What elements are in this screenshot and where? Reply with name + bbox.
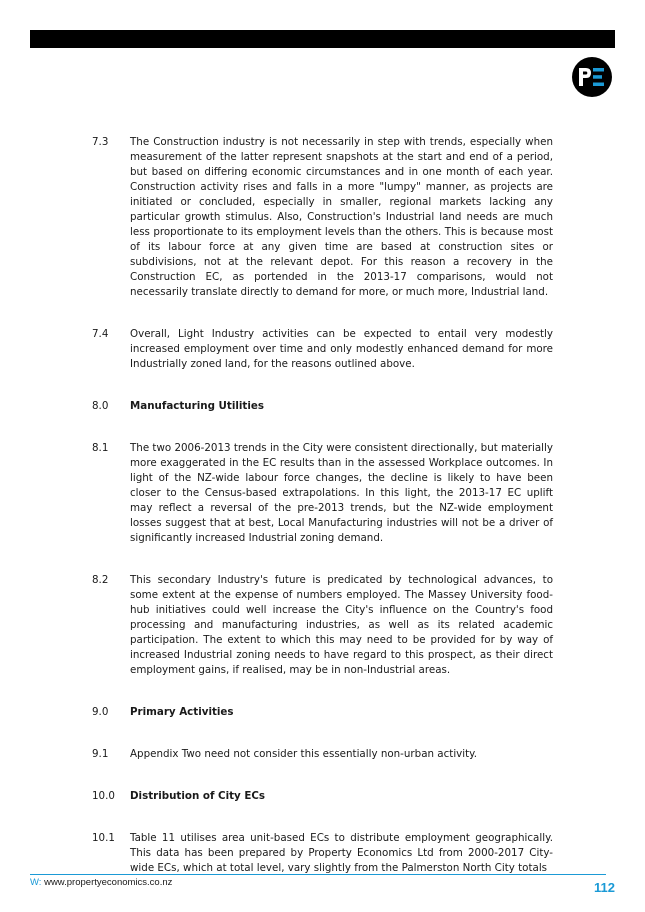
- paragraph-text: Overall, Light Industry activities can be expected to entail very modestly increased employment over time and only modestly enhanced demand for more Industrially zoned land, for the reasons outlined above.: [130, 328, 553, 370]
- paragraph-text: The two 2006-2013 trends in the City were consistent directionally, but materially more exaggerated in the EC results than in the assessed Workplace outcomes. In light of the NZ-wide labour force changes, the decline is likely to have been closer to the Census-based extrapolations. In this light, the 2013-17 EC uplift may reflect a reversal of the pre-2013 trends, but the NZ-wide employment losses suggest that at best, Local Manufacturing industries will not be a driver of significantly increased Industrial zoning demand.: [130, 442, 553, 544]
- paragraph-7-3: [92, 135, 553, 300]
- website-link[interactable]: www.propertyeconomics.co.nz: [44, 877, 173, 888]
- section-heading-10-0: [92, 789, 553, 804]
- section-number: 8.0: [92, 400, 109, 412]
- paragraph-8-2: [92, 573, 553, 678]
- paragraph-text: Table 11 utilises area unit-based ECs to distribute employment geographically. This data has been prepared by Property Economics Ltd from 2000-2017 City-wide ECs, which at total level, vary slightly from the Palmerston North City totals: [130, 832, 553, 874]
- paragraph-7-4: [92, 327, 553, 372]
- footer-divider: [30, 874, 606, 875]
- section-number: 10.0: [92, 790, 115, 802]
- paragraph-text: Appendix Two need not consider this essentially non-urban activity.: [130, 748, 478, 760]
- section-title: Primary Activities: [130, 706, 234, 718]
- paragraph-text: The Construction industry is not necessarily in step with trends, especially when measurement of the latter represent snapshots at the start and end of a period, but based on differing economic circumstances and in one month of each year. Construction activity rises and falls in a more "lumpy" manner, as projects are initiated or concluded, especially in smaller, regional markets lacking any particular growth stimulus. Also, Construction's Industrial land needs are much less proportionate to its employment levels than the others. This is because most of its labour force at any given time are based at construction sites or subdivisions, not at the relevant depot. For this reason a recovery in the Construction EC, as portended in the 2013-17 comparisons, would not necessarily translate directly to demand for more, or much more, Industrial land.: [130, 136, 553, 298]
- website-prefix: W:: [30, 877, 42, 888]
- paragraph-9-1: [92, 747, 553, 762]
- paragraph-text: This secondary Industry's future is predicated by technological advances, to some extent at the expense of numbers employed. The Massey University food-hub initiatives could well increase the City's influence on the Country's food processing and manufacturing industries, as well as its related academic participation. The extent to which this may need to be provided for by way of increased Industrial zoning needs to have regard to this prospect, as their direct employment gains, if realised, may be in non-Industrial areas.: [130, 574, 553, 676]
- section-heading-9-0: [92, 705, 553, 720]
- document-body: [92, 135, 553, 876]
- paragraph-number: 7.4: [92, 328, 109, 340]
- pe-logo: [572, 57, 612, 97]
- paragraph-number: 7.3: [92, 136, 109, 148]
- section-title: Distribution of City ECs: [130, 790, 266, 802]
- section-title: Manufacturing Utilities: [130, 400, 264, 412]
- paragraph-number: 8.2: [92, 574, 109, 586]
- section-number: 9.0: [92, 706, 109, 718]
- page-number: 112: [594, 880, 615, 895]
- footer-website: [30, 877, 172, 888]
- paragraph-number: 9.1: [92, 748, 109, 760]
- header-bar: [30, 30, 615, 48]
- section-heading-8-0: [92, 399, 553, 414]
- pe-logo-icon: [578, 67, 606, 87]
- paragraph-10-1: [92, 831, 553, 876]
- paragraph-number: 8.1: [92, 442, 109, 454]
- paragraph-8-1: [92, 441, 553, 546]
- paragraph-number: 10.1: [92, 832, 115, 844]
